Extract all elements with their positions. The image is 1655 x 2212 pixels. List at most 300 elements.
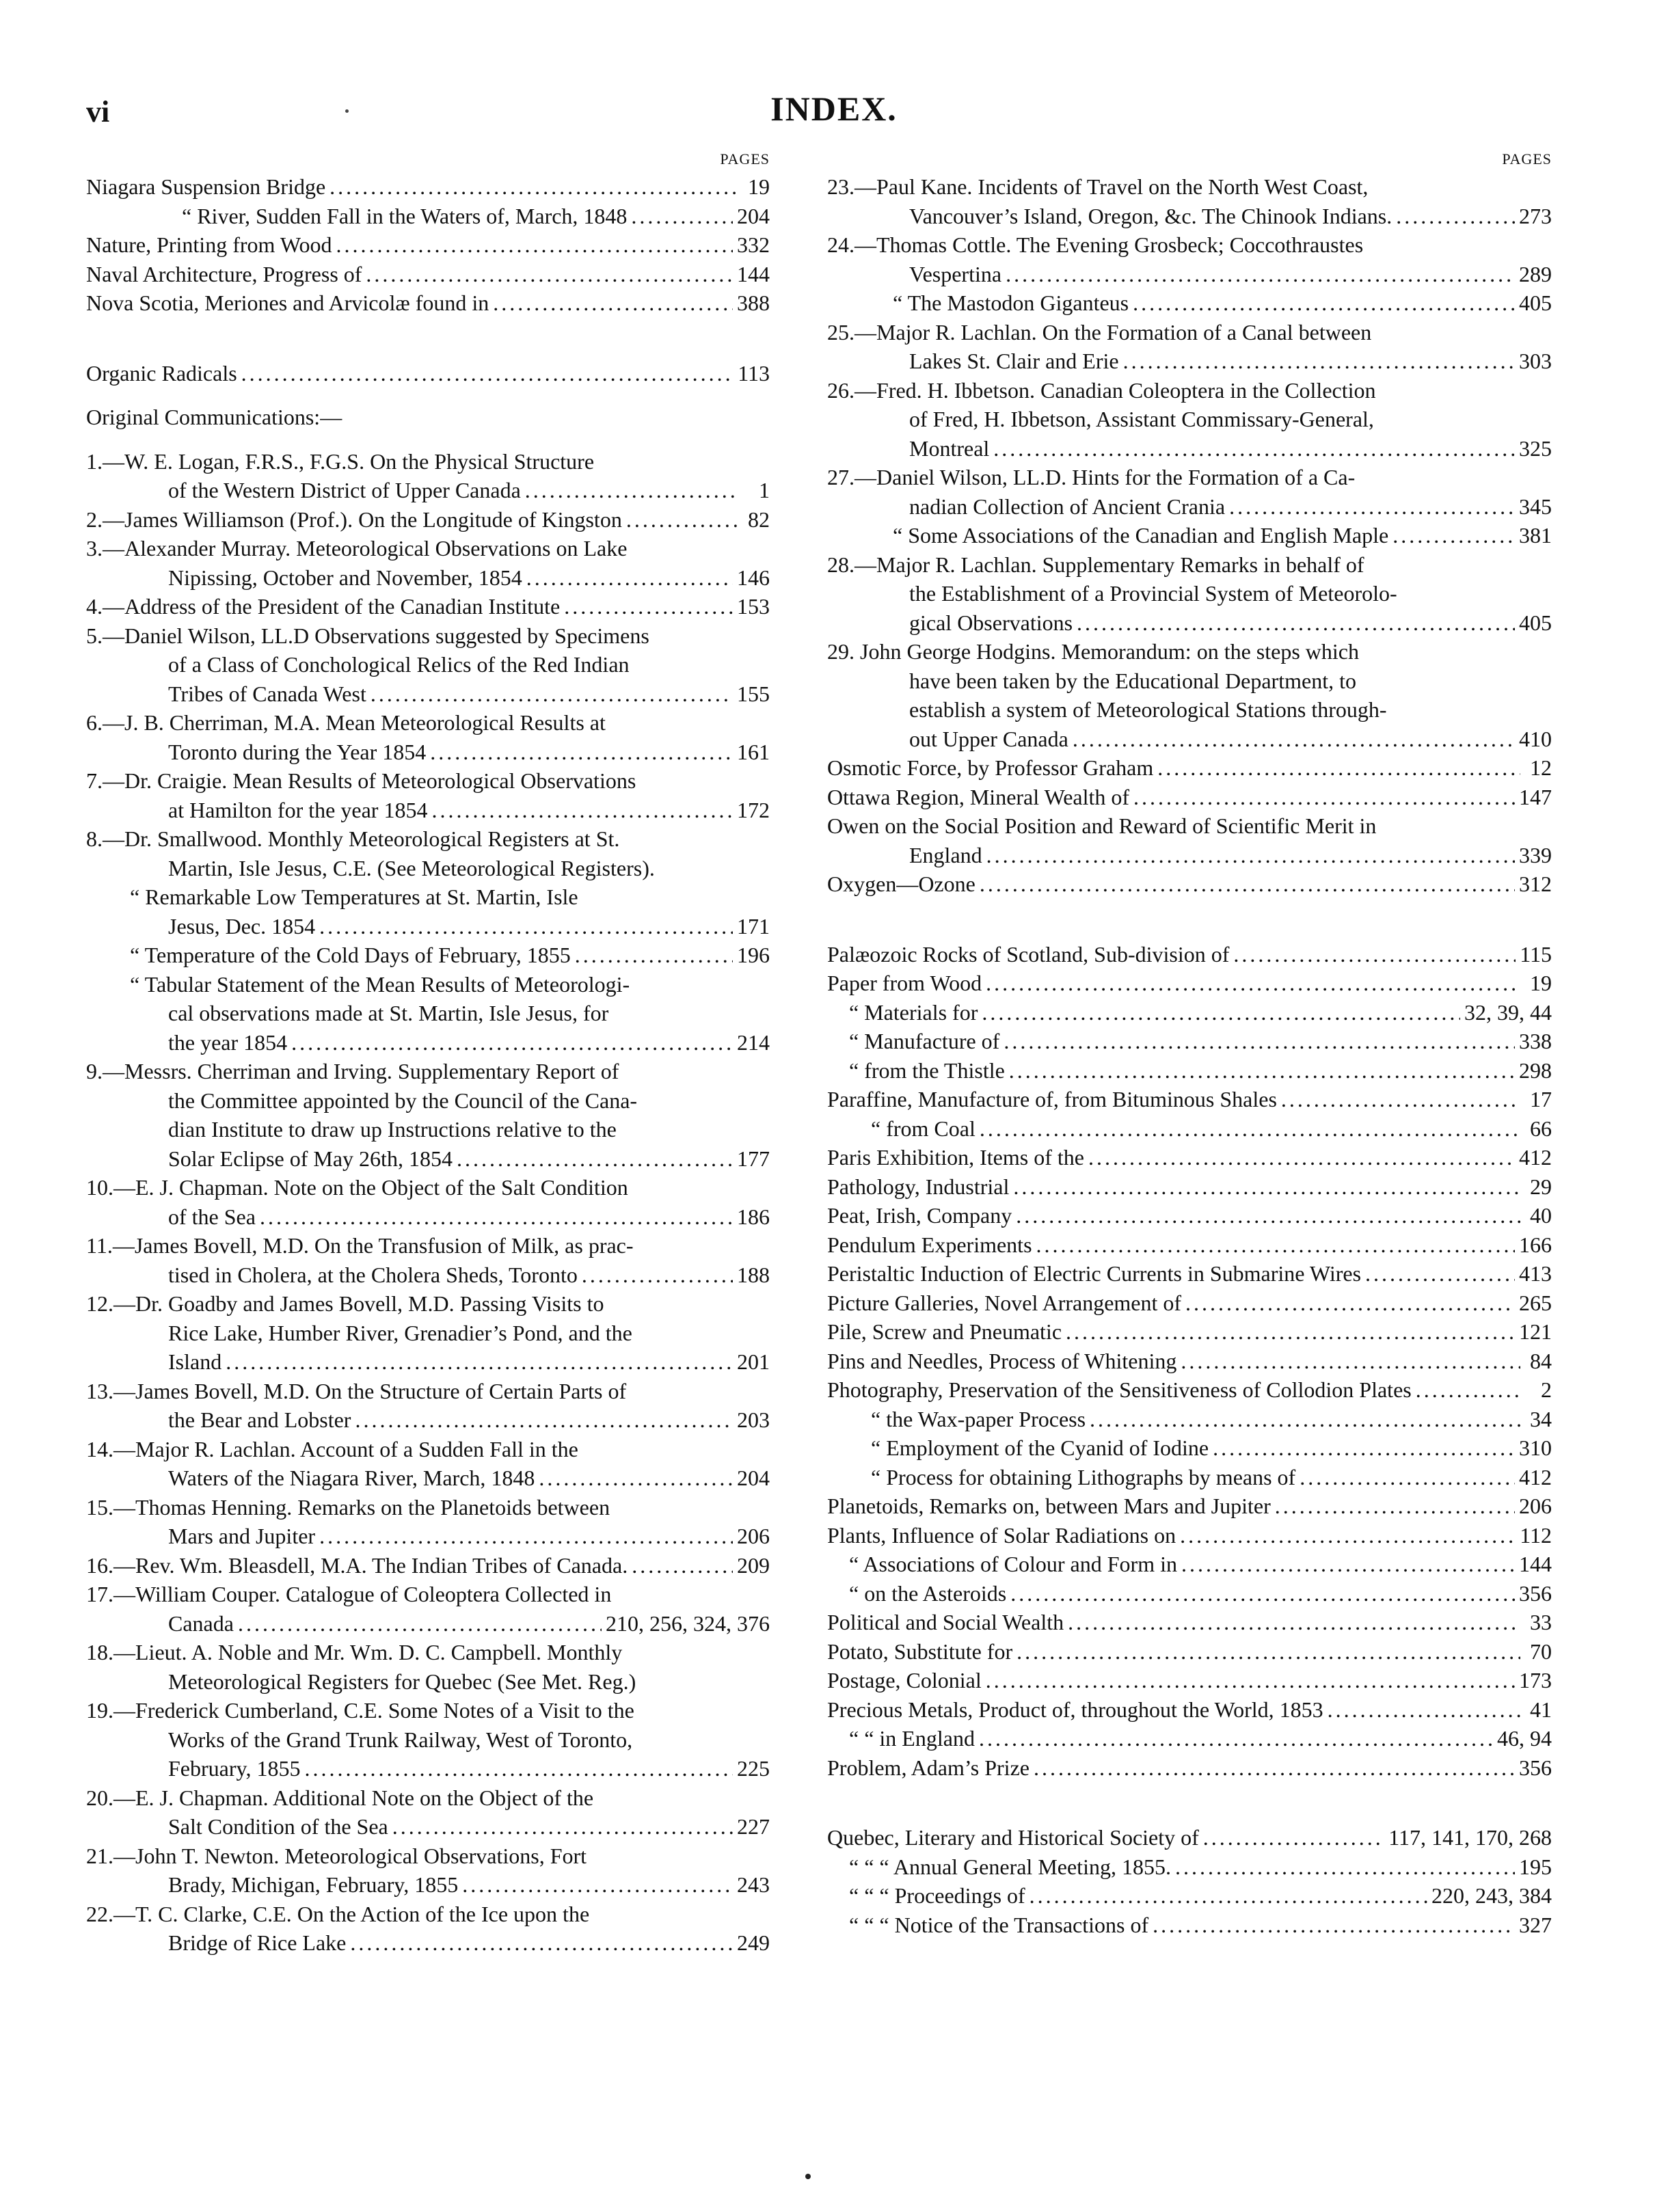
page-reference: 203 <box>737 1407 770 1432</box>
page-reference: 41 <box>1530 1697 1552 1722</box>
page-reference: 113 <box>738 360 770 386</box>
page-reference: 204 <box>737 203 770 228</box>
entry-heading: Potato, Substitute for <box>827 1638 1013 1664</box>
dot-leader <box>1030 1881 1427 1911</box>
index-entry <box>827 318 1552 376</box>
index-entry <box>86 172 770 202</box>
index-entry <box>827 1114 1552 1144</box>
page-reference: 34 <box>1530 1406 1552 1431</box>
page-reference: 225 <box>737 1756 770 1781</box>
page-reference: 356 <box>1519 1580 1552 1606</box>
entry-continuation: Meteorological Registers for Quebec (See Met. Reg.) <box>168 1669 636 1694</box>
dot-leader <box>1229 492 1515 522</box>
entry-heading: “ The Mastodon Giganteus <box>893 291 1129 315</box>
dot-leader <box>526 563 733 593</box>
index-entry <box>86 403 770 432</box>
index-entry <box>827 1405 1552 1434</box>
page-reference: 327 <box>1519 1912 1552 1937</box>
page-reference: 166 <box>1519 1232 1552 1257</box>
index-entry <box>86 882 770 941</box>
page-reference: 201 <box>737 1349 770 1374</box>
dot-leader <box>1017 1637 1520 1667</box>
page-reference: 2 <box>1541 1377 1552 1402</box>
index-entry <box>827 288 1552 318</box>
dot-leader <box>1034 1753 1515 1783</box>
dot-leader <box>1233 940 1516 969</box>
index-entry <box>827 1289 1552 1318</box>
page-reference: 410 <box>1519 726 1552 751</box>
page-reference: 33 <box>1530 1610 1552 1634</box>
entry-heading: “ Associations of Colour and Form in <box>849 1552 1177 1576</box>
entry-heading: Pile, Screw and Pneumatic <box>827 1319 1062 1344</box>
index-entry <box>86 1696 770 1783</box>
dot-leader <box>539 1464 733 1493</box>
index-entry <box>86 447 770 505</box>
page-reference: 12 <box>1530 755 1552 780</box>
page-reference: 172 <box>737 797 770 822</box>
entry-continuation: establish a system of Meteorological Stations through- <box>909 697 1387 722</box>
page-reference: 265 <box>1519 1290 1552 1315</box>
index-entry <box>827 783 1552 812</box>
entry-heading: Photography, Preservation of the Sensitiveness of Collodion Plates <box>827 1377 1412 1402</box>
entry-heading: 22.—T. C. Clarke, C.E. On the Action of the Ice upon the <box>86 1901 590 1926</box>
entry-heading: Pendulum Experiments <box>827 1232 1032 1257</box>
page-reference: 298 <box>1519 1057 1552 1083</box>
dot-leader <box>1157 753 1520 783</box>
entry-heading: Original Communications:— <box>86 405 342 429</box>
index-entry <box>827 1637 1552 1667</box>
dot-leader <box>1328 1695 1520 1725</box>
left-column <box>86 152 770 1958</box>
entry-heading: 15.—Thomas Henning. Remarks on the Planetoids between <box>86 1494 610 1520</box>
dot-leader <box>1009 1056 1515 1085</box>
dot-leader <box>1181 1347 1520 1376</box>
page-reference: 112 <box>1520 1522 1552 1548</box>
entry-heading: “ “ in England <box>849 1726 975 1751</box>
entry-heading: Problem, Adam’s Prize <box>827 1755 1030 1780</box>
entry-continuation: at Hamilton for the year 1854 <box>168 797 428 822</box>
page-number: vi <box>86 95 110 129</box>
index-entry <box>86 505 770 535</box>
page-reference: 186 <box>737 1204 770 1229</box>
index-entry <box>827 1852 1552 1882</box>
page-reference: 144 <box>737 261 770 286</box>
index-entry <box>827 1317 1552 1347</box>
entry-heading: “ from Coal <box>871 1116 975 1141</box>
dot-leader <box>1013 1172 1520 1202</box>
entry-heading: 4.—Address of the President of the Canadian Institute <box>86 594 561 619</box>
print-speck <box>345 109 349 113</box>
entry-heading: 6.—J. B. Cherriman, M.A. Mean Meteorological Results at <box>86 710 606 735</box>
entry-continuation: nadian Collection of Ancient Crania <box>909 494 1226 519</box>
dot-leader <box>431 796 733 825</box>
dot-leader <box>986 969 1520 998</box>
index-entry <box>827 969 1552 998</box>
index-entry <box>86 288 770 318</box>
left-entries <box>86 172 770 1958</box>
page-reference: 19 <box>1530 971 1552 995</box>
index-entry <box>86 1231 770 1289</box>
entry-continuation: of Fred, H. Ibbetson, Assistant Commissary-General, <box>909 407 1374 431</box>
index-entry <box>86 202 770 231</box>
page-reference: 206 <box>1519 1494 1552 1518</box>
index-entry <box>827 1695 1552 1725</box>
dot-leader <box>1185 1289 1515 1318</box>
entry-continuation: out Upper Canada <box>909 726 1068 751</box>
index-entry <box>827 869 1552 899</box>
dot-leader <box>336 230 733 260</box>
entry-heading: 17.—William Couper. Catalogue of Coleoptera Collected in <box>86 1582 612 1606</box>
entry-heading: Organic Radicals <box>86 360 237 386</box>
entry-heading: 20.—E. J. Chapman. Additional Note on the Object of the <box>86 1785 594 1810</box>
dot-leader <box>238 1609 602 1638</box>
dot-leader <box>1281 1085 1520 1114</box>
dot-leader <box>632 1551 733 1580</box>
index-entry <box>827 1823 1552 1852</box>
index-entry <box>827 376 1552 463</box>
entry-heading: Quebec, Literary and Historical Society of <box>827 1825 1199 1850</box>
entry-heading: 3.—Alexander Murray. Meteorological Observations on Lake <box>86 536 628 561</box>
page-reference: 303 <box>1519 349 1552 373</box>
entry-heading: Political and Social Wealth <box>827 1610 1064 1634</box>
entry-heading: “ Tabular Statement of the Mean Results of Meteorologi- <box>130 971 630 997</box>
page-reference: 338 <box>1519 1029 1552 1053</box>
entry-heading: Plants, Influence of Solar Radiations on <box>827 1522 1176 1548</box>
entry-heading: 7.—Dr. Craigie. Mean Results of Meteorological Observations <box>86 768 636 793</box>
page-reference: 17 <box>1530 1087 1552 1111</box>
entry-continuation: Waters of the Niagara River, March, 1848 <box>168 1466 535 1490</box>
entry-continuation: cal observations made at St. Martin, Isle Jesus, for <box>168 1001 609 1025</box>
dot-leader <box>1123 347 1515 376</box>
dot-leader <box>1133 288 1515 318</box>
index-entry <box>827 1433 1552 1463</box>
entry-heading: 28.—Major R. Lachlan. Supplementary Remarks in behalf of <box>827 552 1364 577</box>
page-reference: 188 <box>737 1262 770 1287</box>
dot-leader <box>1010 1579 1515 1608</box>
page-reference: 117, 141, 170, 268 <box>1388 1825 1552 1850</box>
page-reference: 84 <box>1530 1348 1552 1373</box>
entry-continuation: Mars and Jupiter <box>168 1524 316 1548</box>
index-entry <box>86 970 770 1057</box>
dot-leader <box>1066 1317 1515 1347</box>
entry-heading: Paper from Wood <box>827 971 982 995</box>
page-reference: 405 <box>1519 610 1552 635</box>
entry-heading: Osmotic Force, by Professor Graham <box>827 755 1154 780</box>
entry-continuation: Montreal <box>909 435 990 461</box>
index-entry <box>86 230 770 260</box>
entry-heading: 1.—W. E. Logan, F.R.S., F.G.S. On the Physical Structure <box>86 448 595 474</box>
index-entry <box>827 1259 1552 1289</box>
dot-leader <box>1016 1201 1520 1230</box>
dot-leader <box>1181 1550 1515 1579</box>
dot-leader <box>979 1724 1493 1753</box>
index-entry <box>86 1057 770 1173</box>
dot-leader <box>993 434 1515 463</box>
entry-heading: 14.—Major R. Lachlan. Account of a Sudden Fall in the <box>86 1436 578 1461</box>
index-entry <box>86 534 770 592</box>
entry-continuation: Nipissing, October and November, 1854 <box>168 565 522 590</box>
index-entry <box>827 1579 1552 1608</box>
dot-leader <box>980 869 1515 899</box>
entry-continuation: of a Class of Conchological Relics of the Red Indian <box>168 652 630 677</box>
entry-heading: Peat, Irish, Company <box>827 1203 1012 1228</box>
dot-leader <box>1392 521 1515 550</box>
dot-leader <box>430 738 733 767</box>
dot-leader <box>1396 202 1515 231</box>
page-reference: 214 <box>737 1029 770 1055</box>
dot-leader <box>457 1144 733 1174</box>
dot-leader <box>1300 1463 1515 1492</box>
page-reference: 356 <box>1519 1755 1552 1780</box>
dot-leader <box>319 1522 733 1551</box>
dot-leader <box>241 359 734 388</box>
entry-heading: 18.—Lieut. A. Noble and Mr. Wm. D. C. Campbell. Monthly <box>86 1640 623 1664</box>
dot-leader <box>986 841 1515 870</box>
index-entry <box>827 1172 1552 1202</box>
entry-heading: Picture Galleries, Novel Arrangement of <box>827 1290 1182 1315</box>
dot-leader <box>319 912 733 941</box>
dot-leader <box>1213 1433 1515 1463</box>
entry-continuation: Works of the Grand Trunk Railway, West of Toronto, <box>168 1727 633 1752</box>
entry-continuation: Island <box>168 1349 222 1374</box>
entry-heading: Owen on the Social Position and Reward of Scientific Merit in <box>827 813 1377 838</box>
entry-heading: Pathology, Industrial <box>827 1174 1010 1199</box>
index-entry <box>827 463 1552 521</box>
dot-leader <box>1416 1375 1520 1405</box>
page-title: INDEX. <box>770 90 898 128</box>
page-reference: 40 <box>1530 1203 1552 1228</box>
entry-continuation: gical Observations <box>909 610 1073 635</box>
entry-heading: 23.—Paul Kane. Incidents of Travel on the North West Coast, <box>827 174 1369 199</box>
dot-leader <box>493 288 733 318</box>
index-entry <box>827 1881 1552 1911</box>
pages-column-header: PAGES <box>720 150 770 167</box>
entry-heading: Pins and Needles, Process of Whitening <box>827 1348 1177 1373</box>
dot-leader <box>329 172 738 202</box>
index-entry <box>827 230 1552 288</box>
dot-leader <box>986 1666 1515 1695</box>
entry-continuation: tised in Cholera, at the Cholera Sheds, Toronto <box>168 1262 578 1287</box>
page-reference: 210, 256, 324, 376 <box>606 1610 770 1636</box>
index-entry <box>827 753 1552 783</box>
dot-leader <box>371 679 733 709</box>
page-reference: 46, 94 <box>1497 1726 1552 1751</box>
dot-leader <box>355 1405 733 1435</box>
entry-heading: Nature, Printing from Wood <box>86 232 332 257</box>
dot-leader <box>582 1260 733 1290</box>
index-entry <box>827 521 1552 550</box>
dot-leader <box>1073 725 1515 754</box>
entry-heading: Paris Exhibition, Items of the <box>827 1145 1084 1170</box>
page-reference: 312 <box>1519 872 1552 896</box>
entry-heading: 5.—Daniel Wilson, LL.D Observations suggested by Specimens <box>86 623 649 648</box>
index-entry <box>827 1056 1552 1085</box>
page-reference: 82 <box>748 507 770 532</box>
index-entry <box>827 1085 1552 1114</box>
entry-heading: 29. John George Hodgins. Memorandum: on the steps which <box>827 639 1359 664</box>
entry-heading: Peristaltic Induction of Electric Currents in Submarine Wires <box>827 1261 1362 1286</box>
index-entry <box>86 708 770 766</box>
index-entry <box>86 1377 770 1435</box>
index-entry <box>86 260 770 289</box>
page-reference: 345 <box>1519 494 1552 519</box>
index-entry <box>86 359 770 388</box>
index-entry <box>86 1783 770 1842</box>
entry-continuation: England <box>909 842 982 867</box>
index-entry <box>827 1463 1552 1492</box>
index-entry <box>827 1521 1552 1550</box>
entry-continuation: Brady, Michigan, February, 1855 <box>168 1872 459 1897</box>
page-reference: 381 <box>1519 523 1552 548</box>
page-reference: 146 <box>737 565 770 590</box>
index-entry <box>827 811 1552 869</box>
dot-leader <box>980 1114 1520 1144</box>
dot-leader <box>525 476 738 505</box>
page-reference: 289 <box>1519 261 1552 286</box>
dot-leader <box>631 202 733 231</box>
page-reference: 206 <box>737 1524 770 1548</box>
page-reference: 227 <box>737 1814 770 1839</box>
dot-leader <box>564 592 733 621</box>
index-entry <box>86 824 770 882</box>
entry-heading: “ Manufacture of <box>849 1029 1000 1053</box>
entry-continuation: Rice Lake, Humber River, Grenadier’s Pond, and the <box>168 1320 632 1345</box>
entry-continuation: Vespertina <box>909 261 1002 286</box>
entry-continuation: the Committee appointed by the Council of the Cana- <box>168 1088 638 1113</box>
entry-heading: Postage, Colonial <box>827 1668 982 1692</box>
entry-heading: 19.—Frederick Cumberland, C.E. Some Notes of a Visit to the <box>86 1698 634 1723</box>
page-reference: 412 <box>1519 1145 1552 1170</box>
entry-heading: Precious Metals, Product of, throughout the World, 1853 <box>827 1697 1323 1722</box>
entry-continuation: Solar Eclipse of May 26th, 1854 <box>168 1146 453 1171</box>
page-reference: 155 <box>737 681 770 706</box>
right-entries <box>827 172 1552 1939</box>
entry-continuation: Martin, Isle Jesus, C.E. (See Meteorological Registers). <box>168 855 655 880</box>
dot-leader <box>1077 608 1515 638</box>
page-reference: 66 <box>1530 1116 1552 1141</box>
index-entry <box>827 1753 1552 1783</box>
page-reference: 161 <box>737 739 770 764</box>
index-entry <box>827 1666 1552 1695</box>
page-reference: 204 <box>737 1466 770 1490</box>
page-reference: 171 <box>737 913 770 939</box>
index-entry <box>86 1289 770 1377</box>
index-entry <box>86 1173 770 1231</box>
index-entry <box>827 940 1552 969</box>
dot-leader <box>1175 1852 1515 1882</box>
page-reference: 195 <box>1519 1854 1552 1879</box>
footer-dot <box>805 2174 811 2179</box>
index-entry <box>827 1911 1552 1940</box>
entry-heading: “ “ “ Proceedings of <box>849 1883 1025 1908</box>
page-reference: 19 <box>748 174 770 199</box>
index-entry <box>827 998 1552 1027</box>
page-reference: 29 <box>1530 1174 1552 1199</box>
entry-heading: Planetoids, Remarks on, between Mars and Jupiter <box>827 1494 1271 1518</box>
entry-heading: 10.—E. J. Chapman. Note on the Object of the Salt Condition <box>86 1175 628 1200</box>
index-entry <box>86 941 770 970</box>
dot-leader <box>291 1028 733 1057</box>
index-entry <box>827 172 1552 230</box>
page-reference: 209 <box>737 1552 770 1578</box>
page-reference: 243 <box>737 1872 770 1897</box>
dot-leader <box>1004 1027 1515 1056</box>
page-reference: 220, 243, 384 <box>1431 1883 1552 1908</box>
entry-heading: “ from the Thistle <box>849 1057 1005 1083</box>
page-reference: 273 <box>1519 203 1552 228</box>
entry-heading: “ Some Associations of the Canadian and English Maple <box>893 523 1389 548</box>
dot-leader <box>1203 1823 1384 1852</box>
index-entry <box>827 1143 1552 1172</box>
entry-heading: “ Materials for <box>849 999 978 1025</box>
dot-leader <box>304 1754 733 1783</box>
dot-leader <box>350 1928 733 1958</box>
index-entry <box>827 1492 1552 1521</box>
entry-heading: “ Temperature of the Cold Days of February, 1855 <box>130 943 571 967</box>
page-reference: 173 <box>1519 1668 1552 1692</box>
entry-heading: 27.—Daniel Wilson, LL.D. Hints for the Formation of a Ca- <box>827 465 1356 489</box>
page-reference: 121 <box>1519 1319 1552 1344</box>
page-reference: 388 <box>737 291 770 315</box>
index-entry <box>827 1027 1552 1056</box>
right-column <box>827 152 1552 1939</box>
dot-leader <box>1133 783 1515 812</box>
entry-heading: Oxygen—Ozone <box>827 872 975 896</box>
entry-heading: Naval Architecture, Progress of <box>86 261 362 286</box>
page-reference: 332 <box>737 232 770 257</box>
page-reference: 249 <box>737 1930 770 1955</box>
dot-leader <box>1090 1405 1520 1434</box>
entry-heading: “ Employment of the Cyanid of Iodine <box>871 1435 1209 1460</box>
entry-continuation: have been taken by the Educational Department, to <box>909 668 1356 693</box>
entry-heading: “ River, Sudden Fall in the Waters of, March, 1848 <box>182 203 628 228</box>
entry-heading: 16.—Rev. Wm. Bleasdell, M.A. The Indian Tribes of Canada. <box>86 1552 628 1578</box>
entry-heading: 21.—John T. Newton. Meteorological Observations, Fort <box>86 1843 587 1868</box>
entry-heading: 13.—James Bovell, M.D. On the Structure of Certain Parts of <box>86 1378 627 1403</box>
entry-heading: “ Process for obtaining Lithographs by means of <box>871 1464 1296 1489</box>
index-entry <box>827 1230 1552 1260</box>
entry-heading: “ “ “ Annual General Meeting, 1855. <box>849 1854 1171 1879</box>
dot-leader <box>575 941 733 970</box>
page-reference: 153 <box>737 594 770 619</box>
page-reference: 325 <box>1519 435 1552 461</box>
entry-continuation: February, 1855 <box>168 1756 301 1781</box>
index-entry <box>86 766 770 824</box>
dot-leader <box>260 1202 733 1232</box>
entry-heading: 12.—Dr. Goadby and James Bovell, M.D. Passing Visits to <box>86 1291 604 1316</box>
entry-continuation: Toronto during the Year 1854 <box>168 739 427 764</box>
index-entry <box>827 1608 1552 1637</box>
index-entry <box>827 1550 1552 1579</box>
dot-leader <box>366 260 733 289</box>
entry-heading: 24.—Thomas Cottle. The Evening Grosbeck; Coccothraustes <box>827 232 1364 257</box>
page-reference: 413 <box>1519 1261 1552 1286</box>
dot-leader <box>1180 1521 1516 1550</box>
entry-continuation: Lakes St. Clair and Erie <box>909 349 1119 373</box>
dot-leader <box>1068 1608 1520 1637</box>
entry-heading: 26.—Fred. H. Ibbetson. Canadian Coleoptera in the Collection <box>827 377 1376 403</box>
index-entry <box>827 1375 1552 1405</box>
page-reference: 115 <box>1520 941 1552 967</box>
entry-continuation: Tribes of Canada West <box>168 681 366 706</box>
index-entry <box>86 1493 770 1551</box>
dot-leader <box>1006 260 1515 289</box>
index-entry <box>86 1580 770 1638</box>
page-reference: 412 <box>1519 1464 1552 1489</box>
entry-continuation: Canada <box>168 1610 234 1636</box>
entry-heading: “ the Wax-paper Process <box>871 1406 1086 1431</box>
page-reference: 339 <box>1519 842 1552 867</box>
